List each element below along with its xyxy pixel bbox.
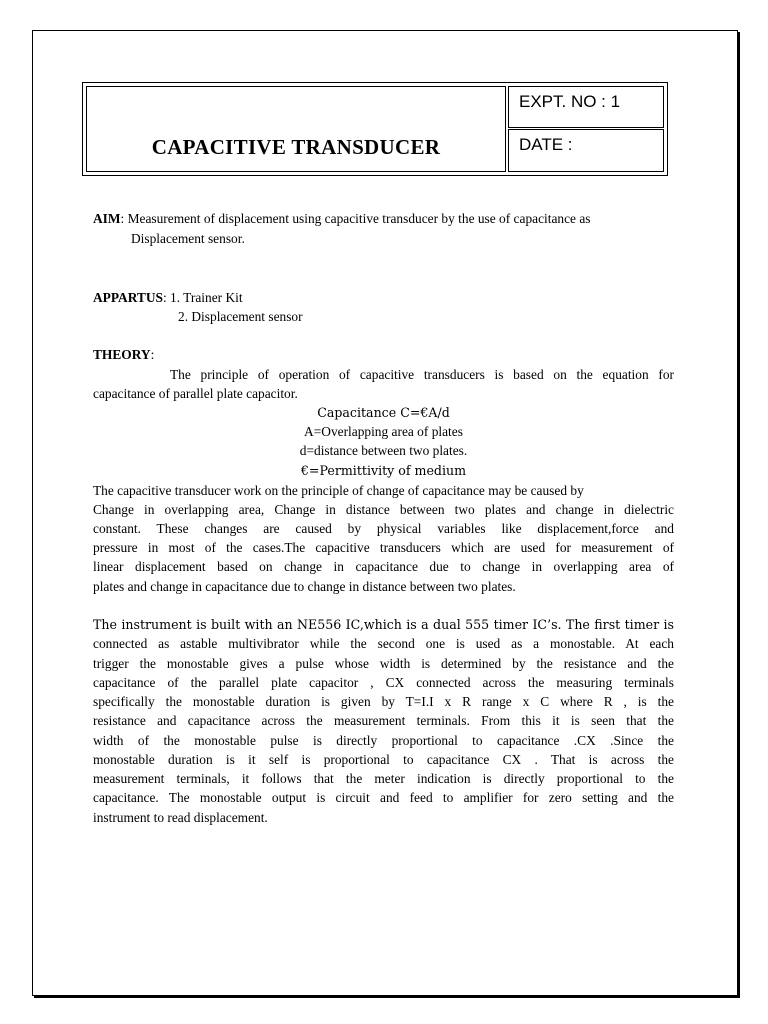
equation-permittivity: €=Permittivity of medium <box>300 463 467 478</box>
para1-line: pressure in most of the cases.The capacitive transducers which are used for measurement of <box>93 540 674 555</box>
para2-line: connected as astable multivibrator while the second one is used as a monostable. At each <box>93 636 674 651</box>
apparatus-item-2: 2. Displacement sensor <box>178 309 303 324</box>
equation-area: A=Overlapping area of plates <box>304 424 463 439</box>
date-cell <box>508 129 664 172</box>
document-title: CAPACITIVE TRANSDUCER <box>151 135 441 159</box>
para2-line: instrument to read displacement. <box>93 810 268 825</box>
para2-line: trigger the monostable gives a pulse whose width is determined by the resistance and the <box>93 656 674 671</box>
aim-line-1 <box>93 209 591 228</box>
para2-line: width of the monostable pulse is directly proportional to capacitance .CX .Since the <box>93 733 674 748</box>
para2-line: capacitance. The monostable output is circuit and feed to amplifier for zero setting and the <box>93 790 674 805</box>
experiment-number: EXPT. NO : 1 <box>519 92 621 111</box>
title-cell <box>86 86 506 172</box>
theory-colon: : <box>150 347 155 362</box>
theory-label: THEORY <box>93 347 151 362</box>
para1-line: linear displacement based on change in capacitance due to change in overlapping area of <box>93 559 674 574</box>
para2-line: resistance and capacitance across the measurement terminals. From this it is seen that the <box>93 713 674 728</box>
para2-line: The instrument is built with an NE556 IC,which is a dual 555 timer IC’s. The first timer is <box>93 617 674 632</box>
apparatus-label: APPARTUS <box>93 290 163 305</box>
para2-line: capacitance of the parallel plate capacitor , CX connected across the measuring terminals <box>93 675 674 690</box>
apparatus-item-1: : 1. Trainer Kit <box>162 290 243 305</box>
para1-line: constant. These changes are caused by physical variables like displacement,force and <box>93 521 674 536</box>
para1-line: plates and change in capacitance due to change in distance between two plates. <box>93 579 516 594</box>
experiment-number-cell <box>508 86 664 128</box>
equation-distance: d=distance between two plates. <box>299 443 468 458</box>
theory-intro-line-2: capacitance of parallel plate capacitor. <box>93 386 298 401</box>
para2-line: specifically the monostable duration is given by T=I.I x R range x C where R , is the <box>93 694 674 709</box>
theory-heading <box>93 345 154 364</box>
aim-text: : Measurement of displacement using capacitive transducer by the use of capacitance as <box>120 211 591 226</box>
para1-line: The capacitive transducer work on the principle of change of capacitance may be caused by <box>93 483 584 498</box>
para1-line: Change in overlapping area, Change in distance between two plates and change in dielectric <box>93 502 674 517</box>
para2-line: measurement terminals, it follows that the meter indication is directly proportional to the <box>93 771 674 786</box>
date-label: DATE : <box>519 135 573 154</box>
apparatus-line-1 <box>93 288 243 307</box>
equation-capacitance: Capacitance C=€A/d <box>317 405 450 420</box>
aim-line-2: Displacement sensor. <box>131 231 245 246</box>
aim-label: AIM <box>93 211 121 226</box>
theory-intro-line-1: The principle of operation of capacitive transducers is based on the equation for <box>170 367 674 382</box>
para2-line: monostable duration is it self is proportional to capacitance CX . That is across the <box>93 752 674 767</box>
